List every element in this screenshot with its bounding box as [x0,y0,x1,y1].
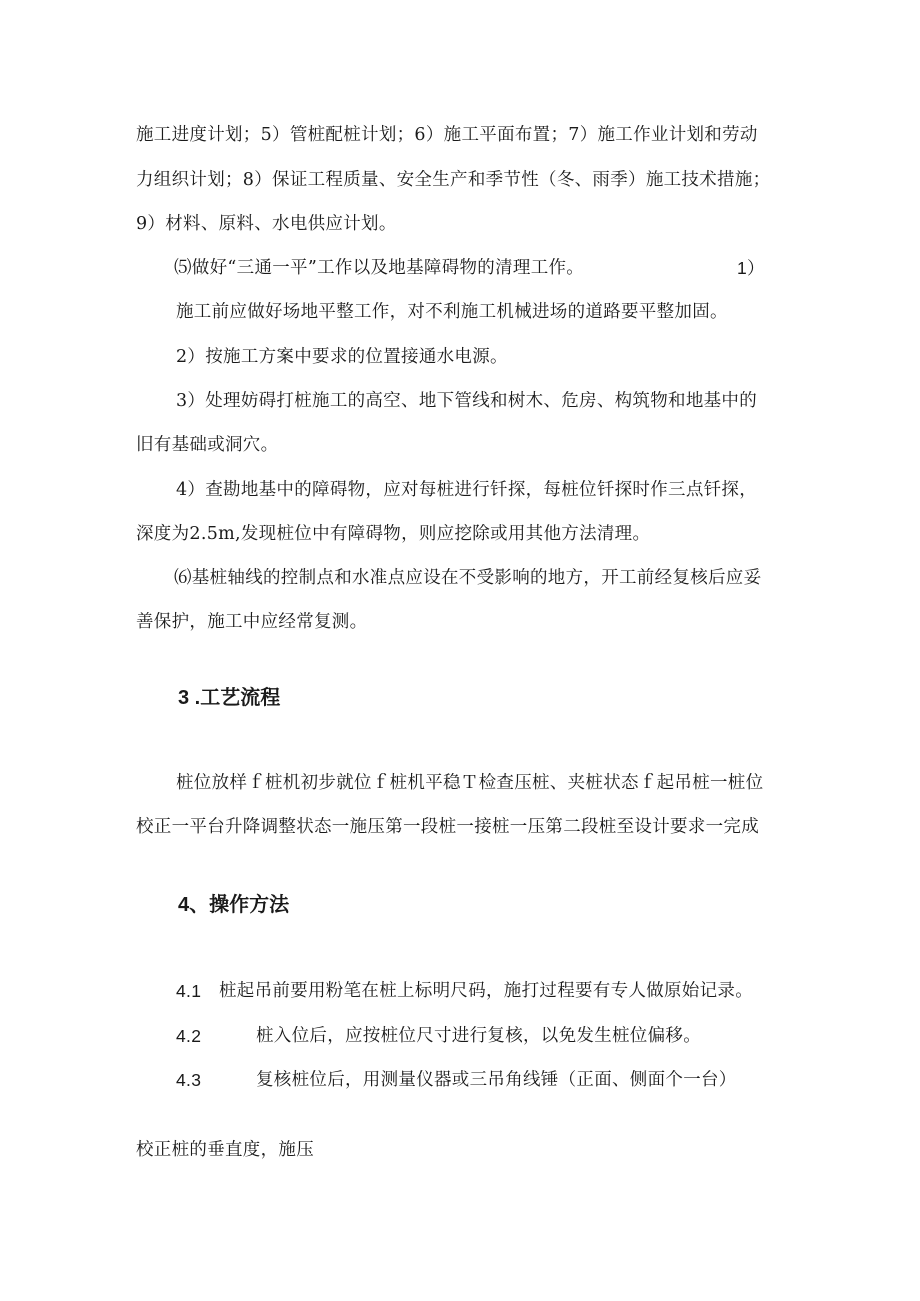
item-number: 4.1 [176,981,202,1001]
paragraph-line: 4）查勘地基中的障碍物，应对每桩进行钎探，每桩位钎探时作三点钎探， [176,480,758,500]
section-heading: 4、操作方法 [178,894,290,916]
paragraph-line: 施工进度计划；5）管桩配桩计划；6）施工平面布置；7）施工作业计划和劳动 [136,125,758,145]
paragraph-line: 2）按施工方案中要求的位置接通水电源。 [176,347,508,367]
list-number: 1） [737,258,765,278]
item-text: 桩入位后，应按桩位尺寸进行复核，以免发生桩位偏移。 [256,1026,701,1046]
item-text: 桩起吊前要用粉笔在桩上标明尺码，施打过程要有专人做原始记录。 [219,981,753,1001]
paragraph-line: 旧有基础或洞穴。 [136,435,279,455]
process-flow-line: 桩位放样ｆ桩机初步就位ｆ桩机平稳Ｔ检查压桩、夹桩状态ｆ起吊桩一桩位 [176,773,764,793]
paragraph-line: 9）材料、原料、水电供应计划。 [136,214,397,234]
paragraph-line: 施工前应做好场地平整工作，对不利施工机械进场的道路要平整加固。 [176,302,728,322]
paragraph-line: ⑸做好“三通一平”工作以及地基障碍物的清理工作。 [174,258,585,278]
paragraph-line: 善保护，施工中应经常复测。 [136,612,368,632]
item-number: 4.3 [176,1070,202,1090]
section-heading: 3 .工艺流程 [178,687,281,709]
paragraph-line: 校正桩的垂直度，施压 [136,1140,314,1160]
paragraph-line: 深度为2.5m,发现桩位中有障碍物，则应挖除或用其他方法清理。 [136,524,651,544]
paragraph-line: 力组织计划；8）保证工程质量、安全生产和季节性（冬、雨季）施工技术措施； [136,170,771,190]
paragraph-line: 3）处理妨碍打桩施工的高空、地下管线和树木、危房、构筑物和地基中的 [176,391,758,411]
process-flow-line: 校正一平台升降调整状态一施压第一段桩一接桩一压第二段桩至设计要求一完成 [136,817,759,837]
item-number: 4.2 [176,1026,202,1046]
paragraph-line: ⑹基桩轴线的控制点和水准点应设在不受影响的地方，开工前经复核后应妥 [174,568,762,588]
item-text: 复核桩位后，用测量仪器或三吊角线锤（正面、侧面个一台） [256,1070,737,1090]
